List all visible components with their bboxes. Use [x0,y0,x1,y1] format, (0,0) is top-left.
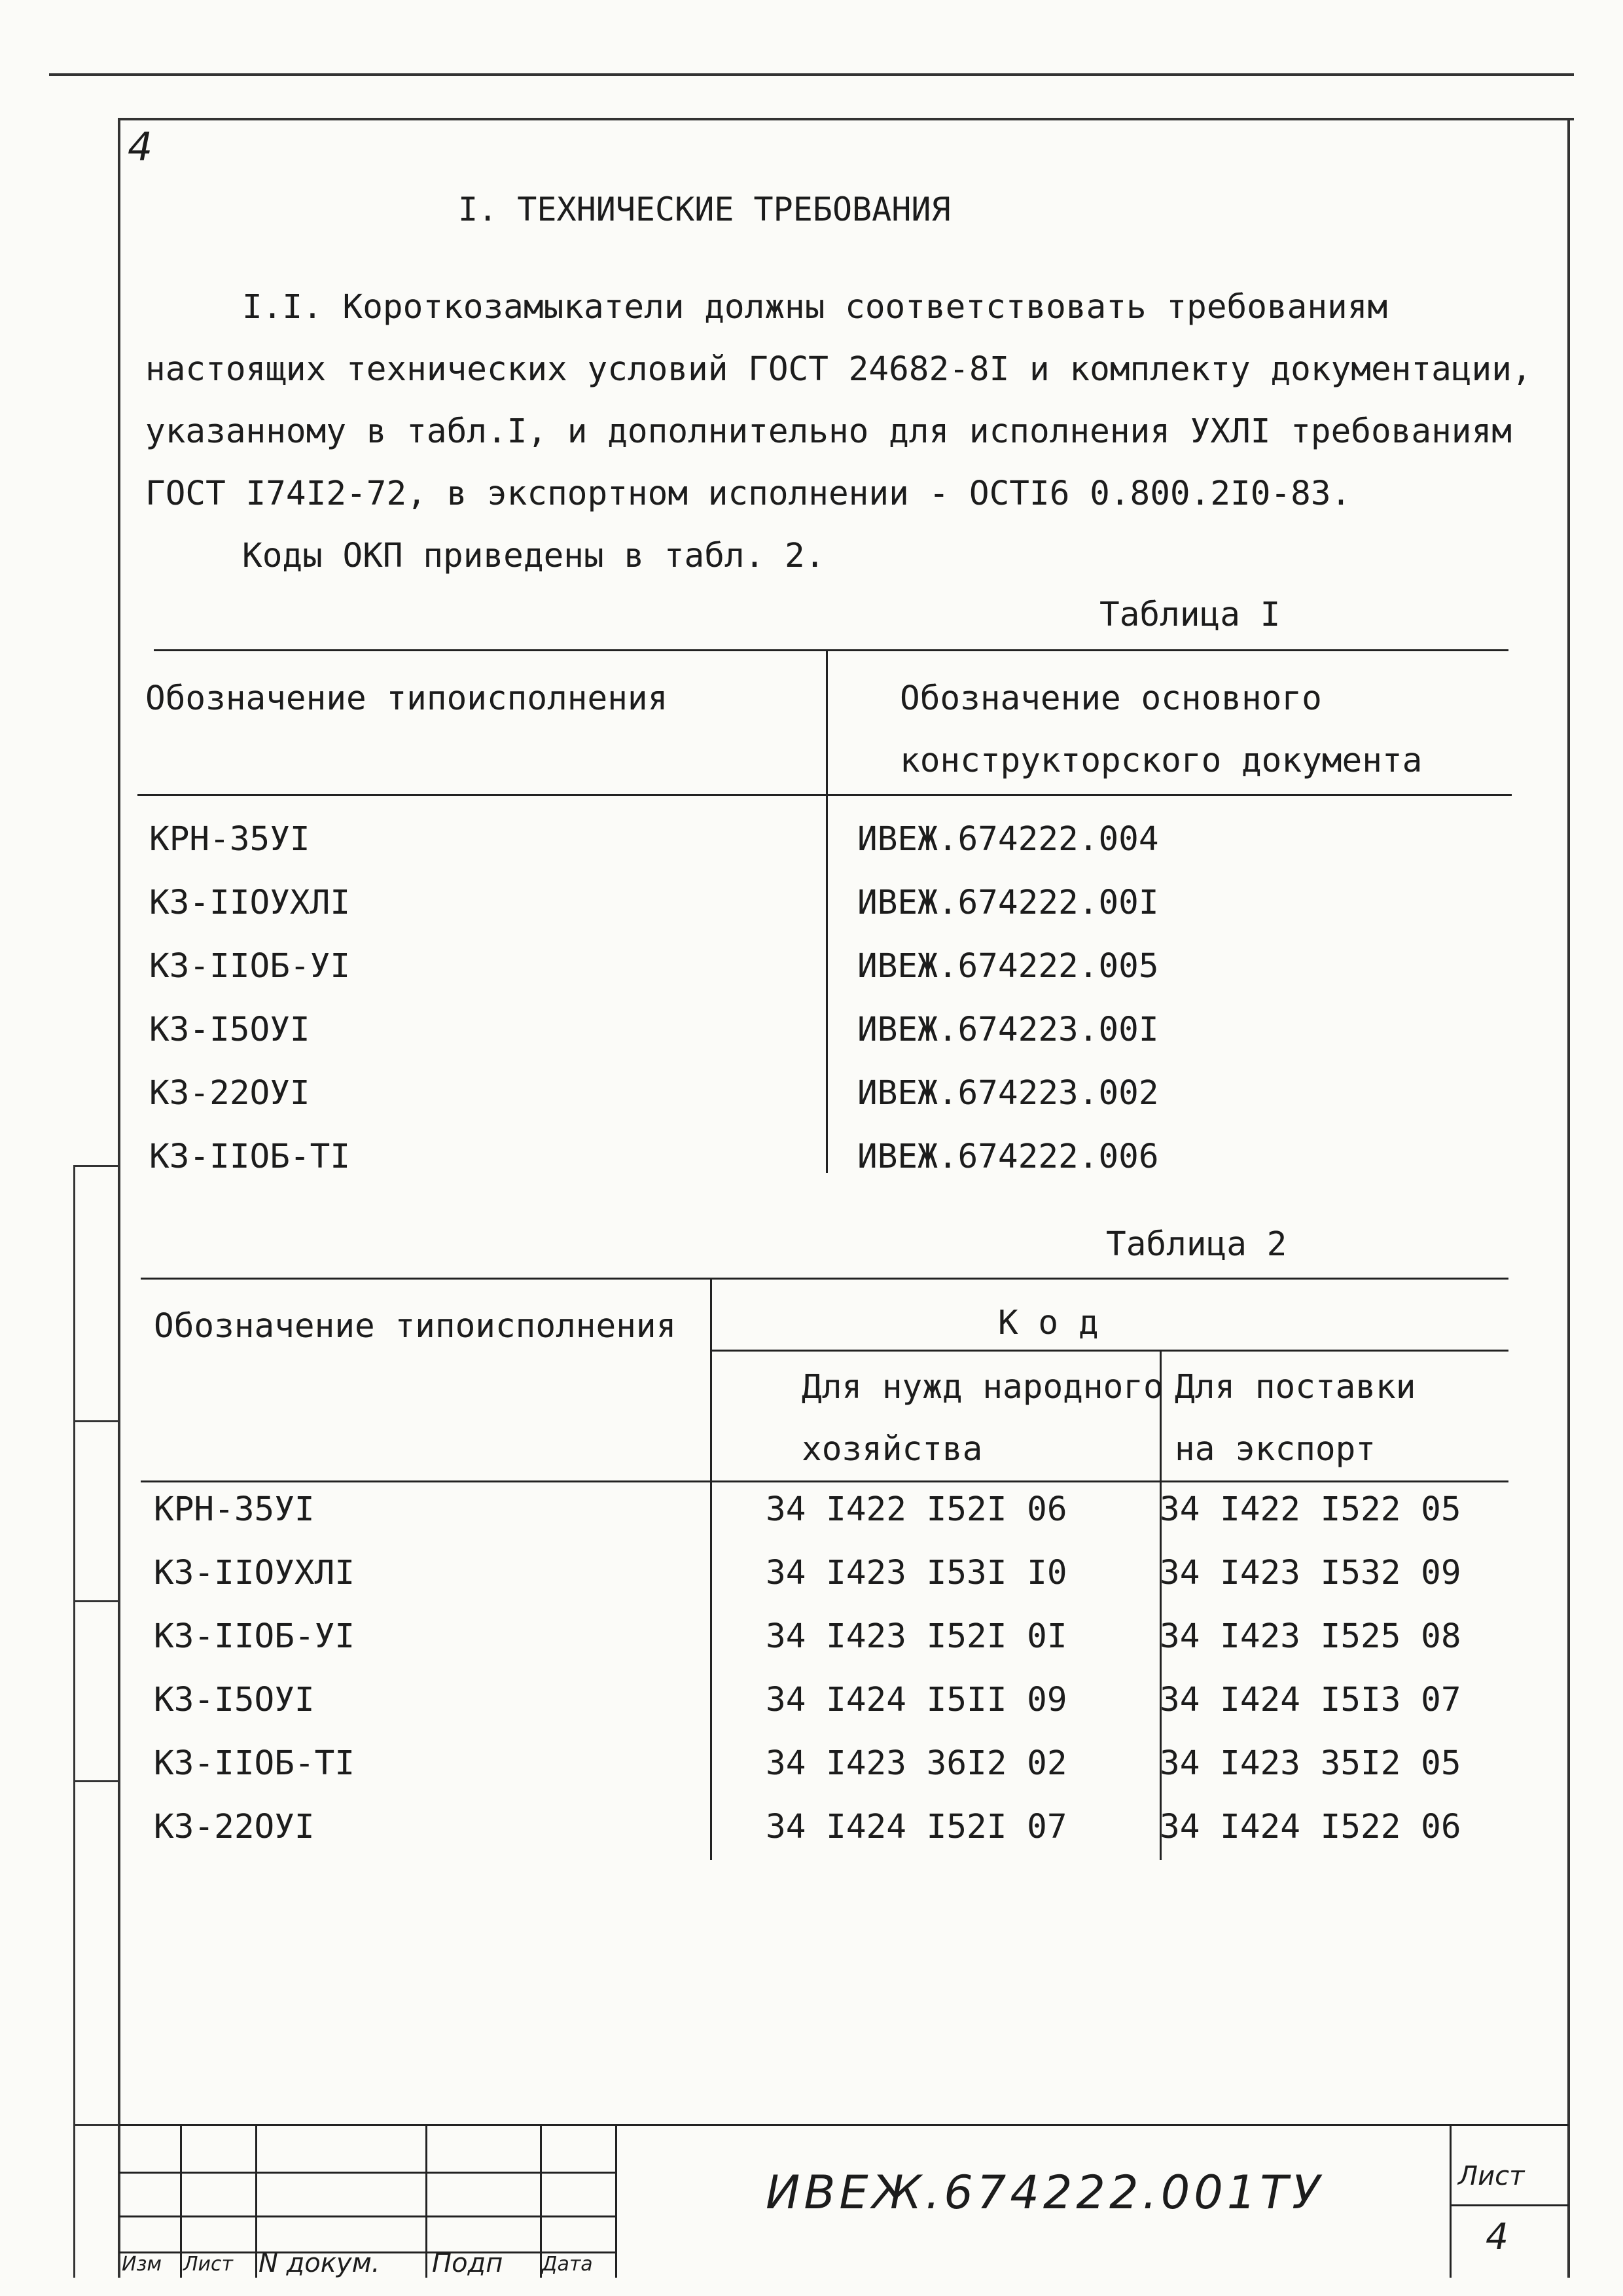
frame-left-border [118,118,120,2278]
table2-cell-domestic: 34 I423 I52I 0I [766,1617,1067,1656]
table2-cell-export: 34 I423 I525 08 [1160,1617,1461,1656]
table2-code-rule [712,1350,1508,1352]
sheet-number: 4 [1486,2215,1508,2257]
table2-cell-domestic: 34 I423 36I2 02 [766,1744,1067,1783]
top-border [49,73,1574,76]
table2-cell-export: 34 I423 35I2 05 [1160,1744,1461,1783]
table2-cell-export: 34 I423 I532 09 [1160,1554,1461,1592]
table1-cell-doc: ИВЕЖ.674222.004 [857,820,1159,859]
table1-header-rule [137,794,1512,796]
table1-top-rule [154,649,1508,651]
col-label-change: Изм [122,2253,162,2276]
paragraph-line: указанному в табл.I, и дополнительно для исполнения УХЛI требованиям [145,412,1512,451]
title-block-col-rule [425,2124,427,2278]
table1-cell-doc: ИВЕЖ.674222.006 [857,1138,1159,1176]
title-block-row-rule [119,2172,616,2174]
sheet-cell-mid-rule [1450,2204,1569,2206]
table1-cell-type: КЗ-I5ОУI [149,1011,310,1049]
document-code: ИВЕЖ.674222.001ТУ [766,2166,1324,2219]
table1-cell-type: КЗ-IIОБ-ТI [149,1138,351,1176]
title-block-row-rule [119,2215,616,2217]
title-block-col-rule [255,2124,257,2278]
table1-cell-type: КЗ-22ОУI [149,1074,310,1113]
paragraph-line: Коды ОКП приведены в табл. 2. [242,537,825,575]
table1-cell-type: КРН-35УI [149,820,310,859]
table1-cell-doc: ИВЕЖ.674222.005 [857,947,1159,986]
table2-caption: Таблица 2 [1106,1225,1287,1264]
title-block-col-rule [615,2124,617,2278]
table1-header-right: конструкторского документа [900,742,1423,780]
margin-strip-divider [73,1600,119,1602]
table2-header-rule [141,1480,1508,1482]
table1-cell-doc: ИВЕЖ.674223.00I [857,1011,1159,1049]
frame-right-border [1567,118,1570,2278]
margin-strip-divider [73,1780,119,1782]
table1-cell-type: КЗ-IIОБ-УI [149,947,351,986]
table2-cell-export: 34 I424 I5I3 07 [1160,1681,1461,1719]
table1-caption: Таблица I [1099,596,1281,634]
table2-column-divider [710,1278,712,1860]
col-label-sheet: Лист [183,2253,234,2276]
title-block-top-rule [119,2124,1569,2126]
table2-subcolumn-divider [1160,1350,1162,1860]
table2-cell-type: КЗ-I5ОУI [154,1681,315,1719]
table2-cell-domestic: 34 I424 I52I 07 [766,1808,1067,1846]
frame-top-border [118,118,1574,120]
table2-header-left: Обозначение типоисполнения [154,1307,677,1346]
col-label-date: Дата [542,2253,593,2276]
sheet-cell-left-rule [1450,2124,1452,2278]
table1-header-left: Обозначение типоисполнения [145,679,668,718]
margin-strip-divider [73,1420,119,1422]
table2-cell-export: 34 I424 I522 06 [1160,1808,1461,1846]
paragraph-line: I.I. Короткозамыкатели должны соответствовать требованиям [242,288,1388,327]
margin-strip-divider [73,2124,119,2126]
corner-page-number: 4 [128,124,153,170]
col-label-doc-no: N докум. [259,2248,380,2278]
table2-cell-type: КЗ-22ОУI [154,1808,315,1846]
table1-cell-doc: ИВЕЖ.674222.00I [857,884,1159,922]
table1-column-divider [826,649,828,1173]
table2-cell-domestic: 34 I424 I5II 09 [766,1681,1067,1719]
table2-header-export: Для поставки [1175,1368,1416,1407]
table2-header-code: К о д [998,1304,1099,1342]
table2-cell-domestic: 34 I423 I53I I0 [766,1554,1067,1592]
table2-cell-type: КЗ-IIОУХЛI [154,1554,355,1592]
margin-strip-line [73,1165,75,2278]
paragraph-line: ГОСТ I74I2-72, в экспортном исполнении - ОСТI6 0.800.2I0-83. [145,475,1351,513]
margin-strip-divider [73,1165,119,1167]
section-title: I. ТЕХНИЧЕСКИЕ ТРЕБОВАНИЯ [458,190,951,228]
table2-cell-type: КЗ-IIОБ-УI [154,1617,355,1656]
title-block-col-rule [180,2124,182,2278]
table2-cell-export: 34 I422 I522 05 [1160,1490,1461,1529]
table2-header-domestic: хозяйства [802,1430,983,1469]
table1-cell-doc: ИВЕЖ.674223.002 [857,1074,1159,1113]
sheet-label: Лист [1458,2161,1525,2191]
table2-header-export: на экспорт [1175,1430,1376,1469]
table2-cell-domestic: 34 I422 I52I 06 [766,1490,1067,1529]
paragraph-line: настоящих технических условий ГОСТ 24682-8I и комплекту документации, [145,350,1532,389]
table1-cell-type: КЗ-IIОУХЛI [149,884,351,922]
table1-header-right: Обозначение основного [900,679,1322,718]
col-label-sign: Подп [432,2248,503,2278]
table2-top-rule [141,1278,1508,1280]
table2-header-domestic: Для нужд народного [802,1368,1164,1407]
table2-cell-type: КЗ-IIОБ-ТI [154,1744,355,1783]
table2-cell-type: КРН-35УI [154,1490,315,1529]
